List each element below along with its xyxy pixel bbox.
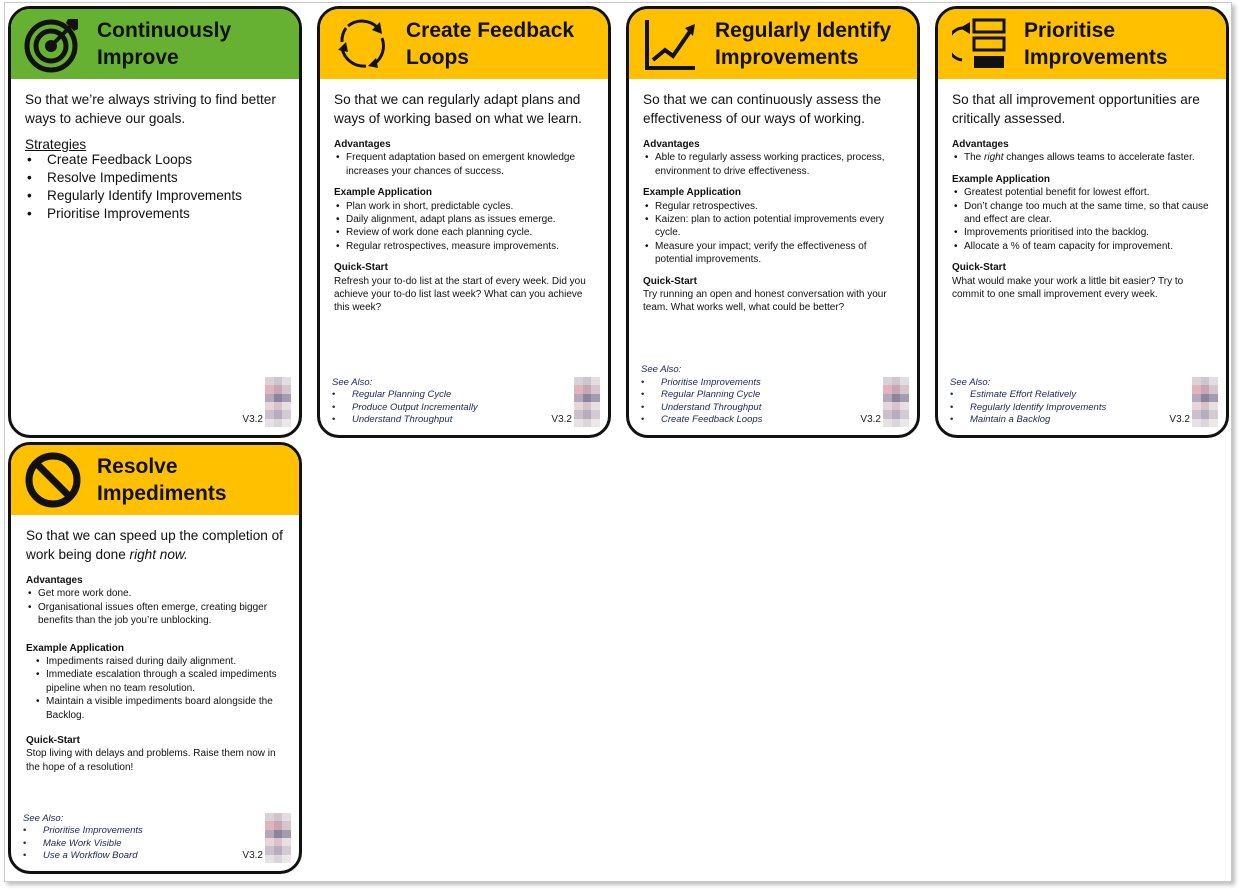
card-header	[320, 9, 608, 79]
list-item: • Measure your impact; verify the effectiveness of potential improvements.	[643, 240, 903, 267]
see-also	[23, 813, 143, 863]
qr-code-icon	[265, 377, 291, 427]
target-icon	[23, 14, 83, 74]
card-body	[629, 79, 917, 315]
see-also-link[interactable]: • Produce Output Incrementally	[332, 402, 478, 415]
list-item: • Review of work done each planning cycle.	[334, 226, 594, 239]
see-also-link[interactable]: • Regularly Identify Improvements	[950, 402, 1106, 415]
list-item: • Allocate a % of team capacity for improvement.	[952, 240, 1212, 253]
see-also-link[interactable]: • Regular Planning Cycle	[332, 389, 478, 402]
quickstart-text: Refresh your to-do list at the start of every week. Did you achieve your to-do list last week? What can you achieve this week?	[334, 275, 586, 314]
card-header	[11, 445, 299, 515]
strategies-heading: Strategies	[25, 137, 87, 152]
list-item: • Greatest potential benefit for lowest effort.	[952, 186, 1212, 199]
card-body	[938, 79, 1226, 301]
list-item: • Able to regularly assess working practices, process, environment to drive effectiveness.	[643, 151, 903, 178]
example-heading: Example Application	[26, 642, 124, 654]
see-also-link[interactable]: • Prioritise Improvements	[23, 825, 143, 838]
quickstart-heading: Quick-Start	[334, 262, 388, 274]
card-continuously-improve	[8, 6, 302, 438]
version-label: V3.2	[242, 850, 263, 861]
example-heading: Example Application	[334, 187, 432, 199]
advantages-heading: Advantages	[26, 575, 83, 586]
see-also-label: See Also:	[332, 376, 373, 388]
version-label: V3.2	[860, 414, 881, 425]
card-regularly-identify-improvements	[626, 6, 920, 438]
see-also-link[interactable]: • Regular Planning Cycle	[641, 389, 762, 402]
example-heading: Example Application	[952, 173, 1050, 185]
advantages-list	[952, 151, 1212, 164]
example-list	[952, 186, 1212, 253]
strategies-list	[25, 151, 285, 223]
advantages-list	[26, 587, 285, 627]
qr-code-icon	[574, 377, 600, 427]
see-also-link[interactable]: • Prioritise Improvements	[641, 377, 762, 390]
example-list	[334, 200, 594, 254]
card-header	[629, 9, 917, 79]
card-body	[11, 515, 299, 774]
version-label: V3.2	[242, 414, 263, 425]
list-item: • Plan work in short, predictable cycles.	[334, 200, 594, 213]
see-also-link[interactable]: • Understand Throughput	[332, 414, 478, 427]
advantages-heading: Advantages	[334, 139, 391, 150]
list-item: • Impediments raised during daily alignment.	[34, 655, 285, 668]
advantages-list	[334, 151, 594, 178]
example-list	[26, 655, 285, 722]
see-also	[332, 377, 478, 427]
list-item: • Regular retrospectives, measure improvements.	[334, 240, 594, 253]
card-intro: So that we can continuously assess the effectiveness of our ways of working.	[643, 92, 882, 126]
list-item: • Frequent adaptation based on emergent knowledge increases your chances of success.	[334, 151, 594, 178]
list-item: • Improvements prioritised into the backlog.	[952, 226, 1212, 239]
advantages-heading: Advantages	[952, 139, 1009, 150]
card-intro: So that we’re always striving to find better ways to achieve our goals.	[25, 92, 276, 126]
card-sheet	[4, 2, 1232, 882]
card-intro: So that we can regularly adapt plans and ways of working based on what we learn.	[334, 92, 582, 126]
see-also-link[interactable]: • Understand Throughput	[641, 402, 762, 415]
list-item: • Resolve Impediments	[25, 169, 285, 187]
list-item: • Regular retrospectives.	[643, 200, 903, 213]
see-also-link[interactable]: • Create Feedback Loops	[641, 414, 762, 427]
quickstart-heading: Quick-Start	[952, 262, 1006, 274]
card-intro: So that we can speed up the completion of work being done right now.	[26, 528, 283, 562]
example-list	[643, 200, 903, 267]
see-also	[641, 364, 762, 427]
card-create-feedback-loops	[317, 6, 611, 438]
priority-list-icon	[950, 14, 1010, 74]
qr-code-icon	[1192, 377, 1218, 427]
qr-code-icon	[265, 813, 291, 863]
quickstart-text: What would make your work a little bit easier? Try to commit to one small improvement every week.	[952, 275, 1184, 301]
quickstart-heading: Quick-Start	[643, 275, 697, 287]
see-also-link[interactable]: • Maintain a Backlog	[950, 414, 1106, 427]
card-title: Create Feedback Loops	[406, 19, 575, 69]
card-title: Resolve Impediments	[97, 455, 227, 505]
list-item: • Regularly Identify Improvements	[25, 187, 285, 205]
card-prioritise-improvements	[935, 6, 1229, 438]
list-item: • Create Feedback Loops	[25, 151, 285, 169]
card-title: Regularly Identify Improvements	[715, 19, 892, 69]
card-header	[938, 9, 1226, 79]
list-item: • Kaizen: plan to action potential improvements every cycle.	[643, 213, 903, 240]
list-item: • Immediate escalation through a scaled impediments pipeline when no team resolution.	[34, 668, 285, 695]
card-resolve-impediments	[8, 442, 302, 874]
no-entry-icon	[23, 450, 83, 510]
trend-chart-icon	[641, 14, 701, 74]
qr-code-icon	[883, 377, 909, 427]
quickstart-text: Stop living with delays and problems. Raise them now in the hope of a resolution!	[26, 748, 276, 773]
see-also-label: See Also:	[641, 364, 682, 376]
see-also-link[interactable]: • Use a Workflow Board	[23, 850, 143, 863]
see-also-link[interactable]: • Make Work Visible	[23, 838, 143, 851]
see-also-link[interactable]: • Estimate Effort Relatively	[950, 389, 1106, 402]
see-also	[950, 377, 1106, 427]
version-label: V3.2	[551, 414, 572, 425]
card-body	[320, 79, 608, 315]
example-heading: Example Application	[643, 187, 741, 199]
card-body	[11, 79, 299, 223]
see-also-label: See Also:	[23, 812, 64, 824]
list-item: • The right changes allows teams to accelerate faster.	[952, 151, 1212, 164]
version-label: V3.2	[1169, 414, 1190, 425]
advantages-list	[643, 151, 903, 178]
quickstart-text: Try running an open and honest conversation with your team. What works well, what could be better?	[643, 289, 887, 314]
card-header	[11, 9, 299, 79]
quickstart-heading: Quick-Start	[26, 735, 80, 747]
card-title: Continuously Improve	[97, 19, 232, 69]
card-intro: So that all improvement opportunities are critically assessed.	[952, 92, 1200, 126]
advantages-heading: Advantages	[643, 139, 700, 150]
list-item: • Prioritise Improvements	[25, 205, 285, 223]
list-item: • Organisational issues often emerge, creating bigger benefits than the job you’re unblocking.	[26, 601, 285, 628]
list-item: • Don’t change too much at the same time, so that cause and effect are clear.	[952, 200, 1212, 227]
see-also-label: See Also:	[950, 376, 991, 388]
list-item: • Daily alignment, adapt plans as issues emerge.	[334, 213, 594, 226]
card-title: Prioritise Improvements	[1024, 19, 1168, 69]
list-item: • Get more work done.	[26, 587, 285, 600]
cycle-arrows-icon	[332, 14, 392, 74]
list-item: • Maintain a visible impediments board alongside the Backlog.	[34, 695, 285, 722]
